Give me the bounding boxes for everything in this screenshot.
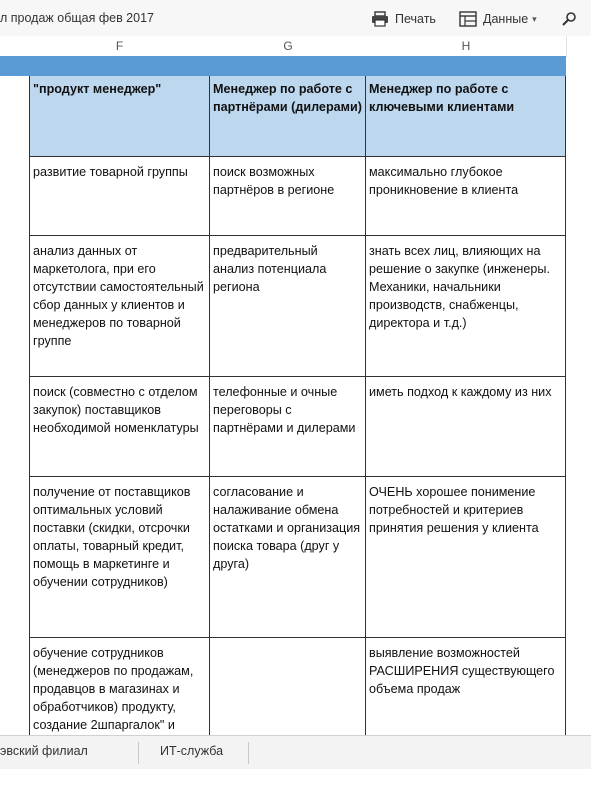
document-title: л продаж общая фев 2017 [0,11,154,25]
chevron-down-icon: ▾ [532,13,537,24]
table-cell[interactable]: анализ данных от маркетолога, при его отсутствии самостоятельный сбор данных у клиентов и менеджеров по товарной группе [29,236,210,377]
print-label: Печать [395,12,436,26]
column-header-h[interactable]: H [366,36,567,57]
toolbar [0,0,591,36]
sheet-tab-branch[interactable]: эвский филиал [0,744,88,758]
data-icon [459,11,477,27]
table-cell[interactable]: поиск (совместно с отделом закупок) поставщиков необходимой номенклатуры [29,377,210,477]
table-cell[interactable]: телефонные и очные переговоры с партнёрами и дилерами [210,377,366,477]
table-cell[interactable]: поиск возможных партнёров в регионе [210,157,366,236]
table-cell[interactable]: знать всех лиц, влияющих на решение о закупке (инженеры. Механики, начальники производств, снабженцы, директора и т.д.) [366,236,566,377]
tab-divider [248,742,249,764]
column-header-f[interactable]: F [29,36,211,57]
table-cell[interactable]: ОЧЕНЬ хорошее понимение потребностей и критериев принятия решения у клиента [366,477,566,638]
header-cell-key-account-manager[interactable]: Менеджер по работе с ключевыми клиентами [366,76,566,157]
table-cell[interactable]: развитие товарной группы [29,157,210,236]
table-header-row [0,76,566,157]
tab-divider [138,742,139,764]
table-cell[interactable]: получение от поставщиков оптимальных условий поставки (скидки, отсрочки оплаты, товарный кредит, помощь в маркетинге и обучении сотрудников) [29,477,210,638]
print-icon [371,11,389,27]
data-label: Данные [483,12,529,26]
page-bottom-margin [0,769,591,793]
table-row [0,236,566,377]
sheet-tabs-bar [0,735,591,770]
table-row [0,638,566,738]
table-cell[interactable]: обучение сотрудников (менеджеров по продажам, продавцов в магазинах и обработчиков) продукту, создание 2шпаргалок" и [29,638,210,738]
data-button[interactable] [459,9,537,29]
header-cell-partner-manager[interactable]: Менеджер по работе с партнёрами (дилерами) [210,76,366,157]
header-cell-product-manager[interactable]: "продукт менеджер" [29,76,210,157]
sheet-tab-it-service[interactable]: ИТ-служба [160,744,224,758]
table-cell[interactable]: выявление возможностей РАСШИРЕНИЯ существующего объема продаж [366,638,566,738]
search-icon [560,11,578,27]
print-button[interactable] [371,9,436,29]
column-header-g[interactable]: G [210,36,367,57]
search-button[interactable] [560,9,584,29]
table-cell[interactable]: предварительный анализ потенциала региона [210,236,366,377]
header-band [0,56,566,76]
table-cell[interactable]: согласование и налаживание обмена остатками и организация поиска товара (друг у друга) [210,477,366,638]
table-row [0,157,566,236]
table-cell[interactable]: максимально глубокое проникновение в клиента [366,157,566,236]
table-row [0,477,566,638]
table-cell[interactable]: иметь подход к каждому из них [366,377,566,477]
table-cell[interactable] [210,638,366,738]
table-row [0,377,566,477]
